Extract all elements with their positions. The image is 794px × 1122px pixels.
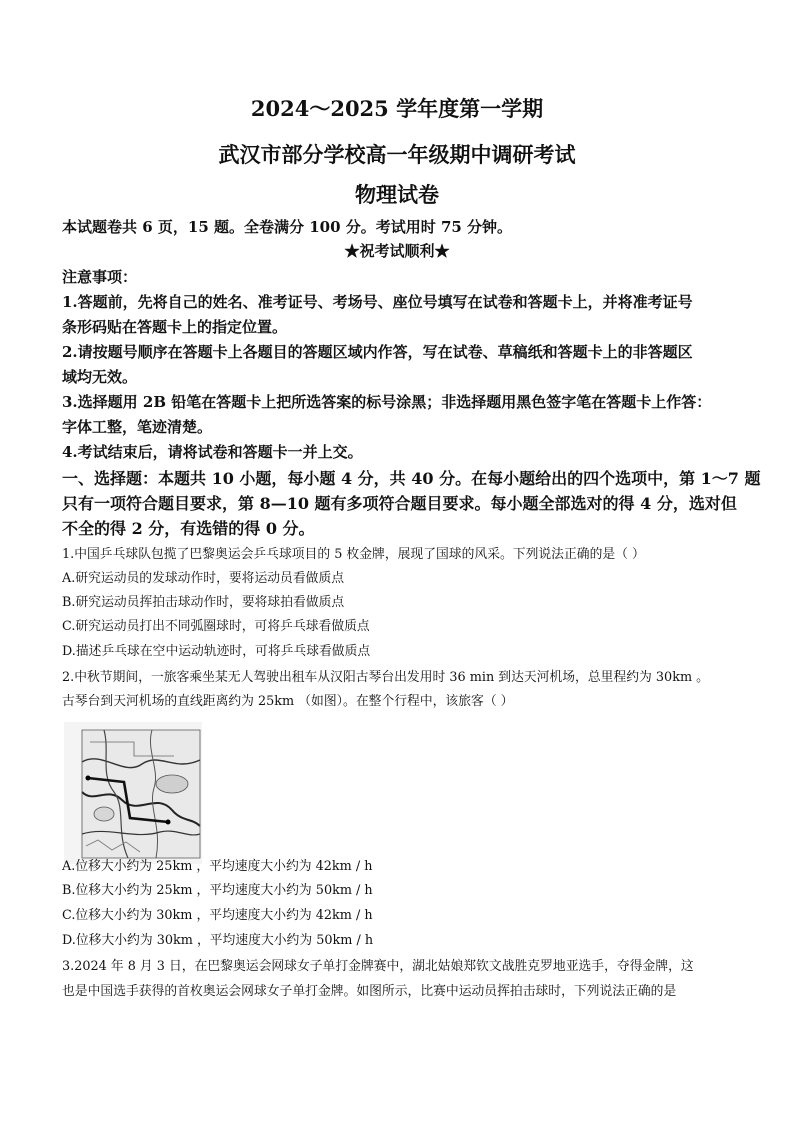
section-1-line-1: 一、选择题：本题共 10 小题，每小题 4 分，共 40 分。在每小题给出的四个选项中，第 1～7 题: [62, 469, 761, 488]
note-2-line-2: 域均无效。: [62, 368, 138, 386]
q2-option-a: A.位移大小约为 25km ，平均速度大小约为 42km / h: [62, 859, 373, 874]
q3-stem-line-2: 也是中国选手获得的首枚奥运会网球女子单打金牌。如图所示，比赛中运动员挥拍击球时，下列说法正确的是: [62, 984, 677, 999]
exam-overview: 本试题卷共 6 页，15 题。全卷满分 100 分。考试用时 75 分钟。: [62, 218, 513, 236]
q1-option-c: C.研究运动员打出不同弧圈球时，可将乒乓球看做质点: [62, 619, 370, 634]
q1-option-d: D.描述乒乓球在空中运动轨迹时，可将乒乓球看做质点: [62, 644, 371, 659]
note-4: 4.考试结束后，请将试卷和答题卡一并上交。: [62, 443, 363, 461]
q2-stem-line-1: 2.中秋节期间，一旅客乘坐某无人驾驶出租车从汉阳古琴台出发用时 36 min 到达天河机场，总里程约为 30km 。: [62, 670, 709, 685]
note-3-line-1: 3.选择题用 2B 铅笔在答题卡上把所选答案的标号涂黑；非选择题用黑色签字笔在答题卡上作答：: [62, 393, 712, 411]
section-1-line-2: 只有一项符合题目要求，第 8—10 题有多项符合题目要求。每小题全部选对的得 4 分，选对但: [62, 494, 737, 513]
subject-title: 物理试卷: [355, 182, 439, 207]
good-luck-line: ★祝考试顺利★: [344, 242, 450, 260]
exam-title: 武汉市部分学校高一年级期中调研考试: [218, 142, 576, 167]
section-1-line-3: 不全的得 2 分，有选错的得 0 分。: [62, 519, 315, 538]
q1-stem: 1.中国乒乓球队包揽了巴黎奥运会乒乓球项目的 5 枚金牌，展现了国球的风采。下列说法正确的是（ ）: [62, 547, 645, 562]
notes-title: 注意事项：: [62, 268, 138, 286]
q1-option-a: A.研究运动员的发球动作时，要将运动员看做质点: [62, 571, 345, 586]
q2-option-b: B.位移大小约为 25km ，平均速度大小约为 50km / h: [62, 883, 373, 898]
q1-option-b: B.研究运动员挥拍击球动作时，要将球拍看做质点: [62, 595, 345, 610]
note-3-line-2: 字体工整，笔迹清楚。: [62, 418, 213, 436]
note-1-line-1: 1.答题前，先将自己的姓名、准考证号、考场号、座位号填写在试卷和答题卡上，并将准考证号: [62, 293, 693, 311]
q2-stem-line-2: 古琴台到天河机场的直线距离约为 25km （如图）。在整个行程中，该旅客（ ）: [62, 694, 514, 709]
note-2-line-1: 2.请按题号顺序在答题卡上各题目的答题区域内作答，写在试卷、草稿纸和答题卡上的非答题区: [62, 343, 693, 361]
q2-option-c: C.位移大小约为 30km ，平均速度大小约为 42km / h: [62, 908, 373, 923]
note-1-line-2: 条形码贴在答题卡上的指定位置。: [62, 318, 288, 336]
q2-option-d: D.位移大小约为 30km ，平均速度大小约为 50km / h: [62, 933, 374, 948]
year-line: 2024～2025 学年度第一学期: [250, 96, 544, 121]
route-map-figure: [64, 722, 202, 864]
q3-stem-line-1: 3.2024 年 8 月 3 日，在巴黎奥运会网球女子单打金牌赛中，湖北姑娘郑钦文战胜克罗地亚选手，夺得金牌，这: [62, 959, 694, 974]
